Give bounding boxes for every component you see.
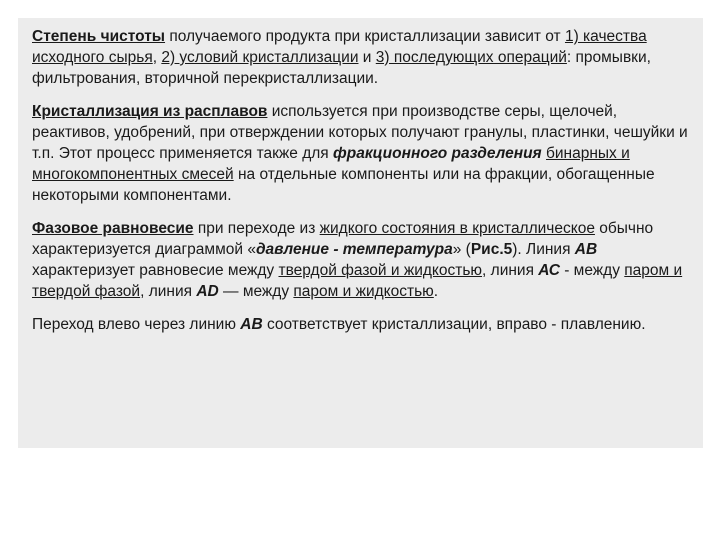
term-fractional-separation: фракционного разделения: [333, 145, 542, 162]
text-segment: ,: [152, 49, 162, 66]
text-segment: , линия: [140, 283, 197, 300]
line-ad: AD: [196, 283, 219, 300]
paragraph-phase-equilibrium: [32, 218, 689, 302]
text-segment: используется при производстве серы, щелочей, реактивов, удобрений, при отверждении которых получают гранулы, пластинки, чешуйки и т.п. Этот процесс применяется также для: [32, 103, 688, 162]
term-pressure-temperature: давление - температура: [255, 241, 453, 258]
text-segment: : промывки, фильтрования, вторичной перекристаллизации.: [32, 49, 651, 87]
line-ac: АС: [538, 262, 560, 279]
text-segment: — между: [218, 283, 294, 300]
text-segment: обычно характеризуется диаграммой «: [32, 220, 654, 258]
term-vapor-liquid: паром и жидкостью: [293, 283, 434, 300]
text-segment: на отдельные компоненты или на фракции, обогащенные некоторыми компонентами.: [32, 166, 655, 204]
text-panel: [18, 18, 703, 448]
text-segment: получаемого продукта при кристаллизации зависит от: [165, 28, 565, 45]
paragraph-purity: [32, 26, 689, 89]
term-vapor-solid: паром и твердой фазой: [32, 262, 683, 300]
factor-operations: 3) последующих операций: [375, 49, 567, 66]
text-segment: характеризует равновесие между: [32, 262, 279, 279]
term-solid-liquid: твердой фазой и жидкостью: [278, 262, 483, 279]
term-melt-crystallization: Кристаллизация из расплавов: [32, 103, 268, 120]
factor-quality: 1) качества: [564, 28, 647, 45]
text-segment: соответствует кристаллизации, вправо - плавлению.: [262, 316, 646, 333]
paragraph-transition: [32, 314, 689, 335]
term-purity: Степень чистоты: [32, 28, 166, 45]
line-ab: АВ: [240, 316, 263, 333]
text-segment: » (: [452, 241, 471, 258]
text-segment: .: [433, 283, 439, 300]
term-phase-equilibrium: Фазовое равновесие: [32, 220, 194, 237]
factor-raw-material: исходного сырья: [32, 49, 153, 66]
figure-reference: Рис.5: [470, 241, 513, 258]
line-ab: АВ: [574, 241, 598, 258]
text-segment: Переход влево через линию: [32, 316, 241, 333]
text-segment: ). Линия: [512, 241, 575, 258]
text-segment: и: [358, 49, 376, 66]
factor-conditions: 2) условий кристаллизации: [161, 49, 359, 66]
paragraph-melt-crystallization: [32, 101, 689, 206]
text-segment: - между: [559, 262, 625, 279]
text-segment: , линия: [482, 262, 539, 279]
text-segment: при переходе из: [193, 220, 320, 237]
term-mixtures: бинарных и многокомпонентных смесей: [32, 145, 630, 183]
term-liquid-to-crystal: жидкого состояния в кристаллическое: [319, 220, 595, 237]
